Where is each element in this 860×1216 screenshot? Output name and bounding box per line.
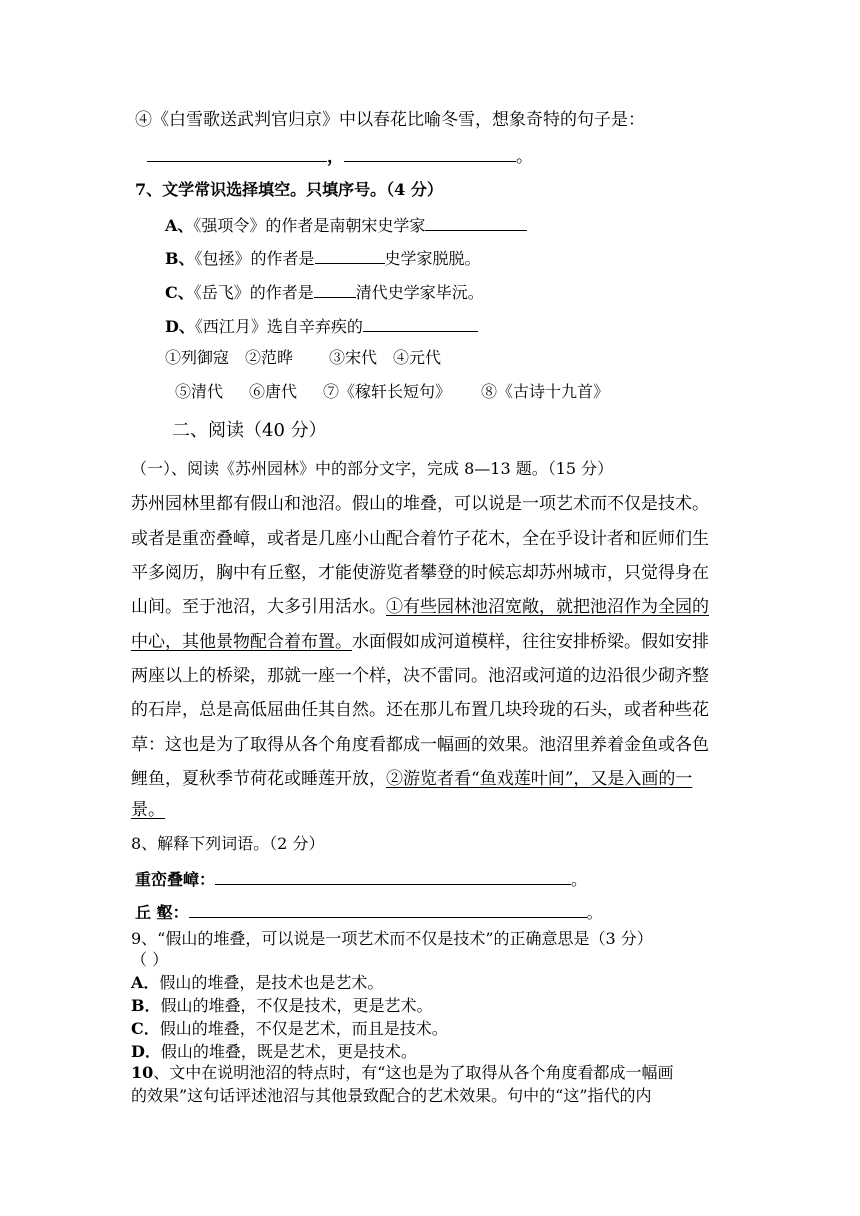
answer-blank[interactable]: [315, 248, 385, 264]
q7-item-c: C、《岳飞》的作者是 清代史学家毕沅。: [165, 283, 484, 302]
q9-title: 9、“假山的堆叠，可以说是一项艺术而不仅是技术”的正确意思是（3 分）: [131, 929, 653, 948]
passage-line: 鲤鱼，夏秋季节荷花或睡莲开放，②游览者看“鱼戏莲叶间”，又是入画的一: [131, 769, 693, 789]
section-heading: 二、阅读（40 分）: [172, 420, 327, 441]
q6-item4-answer-line: ， 。: [147, 146, 533, 167]
passage-line: 平多阅历，胸中有丘壑，才能使游览者攀登的时候忘却苏州城市，只觉得身在: [131, 563, 709, 583]
passage-line: 中心，其他景物配合着布置。水面假如成河道模样，往往安排桥梁。假如安排: [131, 632, 709, 652]
q9-answer-paren[interactable]: （ ）: [131, 950, 169, 969]
q7-title: 7、文学常识选择填空。只填序号。（4 分）: [135, 180, 443, 199]
passage-line: 或者是重峦叠嶂，或者是几座小山配合着竹子花木，全在乎设计者和匠师们生: [131, 529, 709, 549]
underlined-sentence-2: ②游览者看“鱼戏莲叶间”，又是入画的一: [386, 769, 693, 789]
passage-line: 两座以上的桥梁，那就一座一个样，决不雷同。池沼或河道的边沿很少砌齐整: [131, 666, 709, 686]
answer-blank[interactable]: [147, 146, 327, 162]
q9-option-a: A．假山的堆叠，是技术也是艺术。: [131, 973, 384, 992]
answer-blank[interactable]: [363, 316, 478, 332]
q7-options-row2: ⑤清代 ⑥唐代 ⑦《稼轩长短句》 ⑧《古诗十九首》: [175, 382, 610, 401]
part1-title: （一）、阅读《苏州园林》中的部分文字，完成 8—13 题。（15 分）: [131, 459, 614, 478]
underlined-sentence-1: 中心，其他景物配合着布置。: [131, 632, 352, 652]
q8-term2: 丘 壑： 。: [135, 903, 603, 922]
answer-blank[interactable]: [425, 215, 527, 231]
passage-line: [131, 800, 169, 820]
q8-title: 8、解释下列词语。（2 分）: [131, 834, 325, 853]
q10-line2: 的效果”这句话评述池沼与其他景致配合的艺术效果。句中的“这”指代的内: [131, 1086, 652, 1105]
passage-line: 山间。至于池沼，大多引用活水。①有些园林池沼宽敞，就把池沼作为全园的: [131, 597, 709, 617]
q7-item-b: B、《包拯》的作者是 史学家脱脱。: [165, 249, 481, 268]
answer-blank[interactable]: [314, 282, 356, 298]
answer-blank[interactable]: [215, 869, 571, 885]
passage-line: 苏州园林里都有假山和池沼。假山的堆叠，可以说是一项艺术而不仅是技术。: [131, 494, 709, 514]
answer-blank[interactable]: [344, 146, 516, 162]
q9-option-d: D．假山的堆叠，既是艺术，更是技术。: [131, 1042, 417, 1061]
underlined-sentence-2: 景。: [131, 800, 165, 820]
q9-option-c: C．假山的堆叠，不仅是艺术，而且是技术。: [131, 1019, 448, 1038]
q6-item4-prompt: ④《白雪歌送武判官归京》中以春花比喻冬雪，想象奇特的句子是：: [135, 110, 645, 130]
q9-option-b: B．假山的堆叠，不仅是技术，更是艺术。: [131, 996, 433, 1015]
q8-term1: 重峦叠嶂： 。: [135, 870, 588, 889]
underlined-sentence-1: ①有些园林池沼宽敞，就把池沼作为全园的: [386, 597, 709, 617]
answer-blank[interactable]: [189, 902, 587, 918]
q10-line1: 10、文中在说明池沼的特点时，有“这也是为了取得从各个角度看都成一幅画: [131, 1063, 674, 1082]
q7-item-a: A、《强项令》的作者是南朝宋史学家: [165, 215, 527, 236]
passage-line: 的石岸，总是高低屈曲任其自然。还在那儿布置几块玲珑的石头，或者种些花: [131, 700, 709, 720]
q7-item-d: D、《西江月》选自辛弃疾的: [165, 316, 478, 337]
q7-options-row1: ①列御寇 ②范晔 ③宋代 ④元代: [165, 348, 442, 367]
passage-line: 草：这也是为了取得从各个角度看都成一幅画的效果。池沼里养着金鱼或各色: [131, 735, 709, 755]
